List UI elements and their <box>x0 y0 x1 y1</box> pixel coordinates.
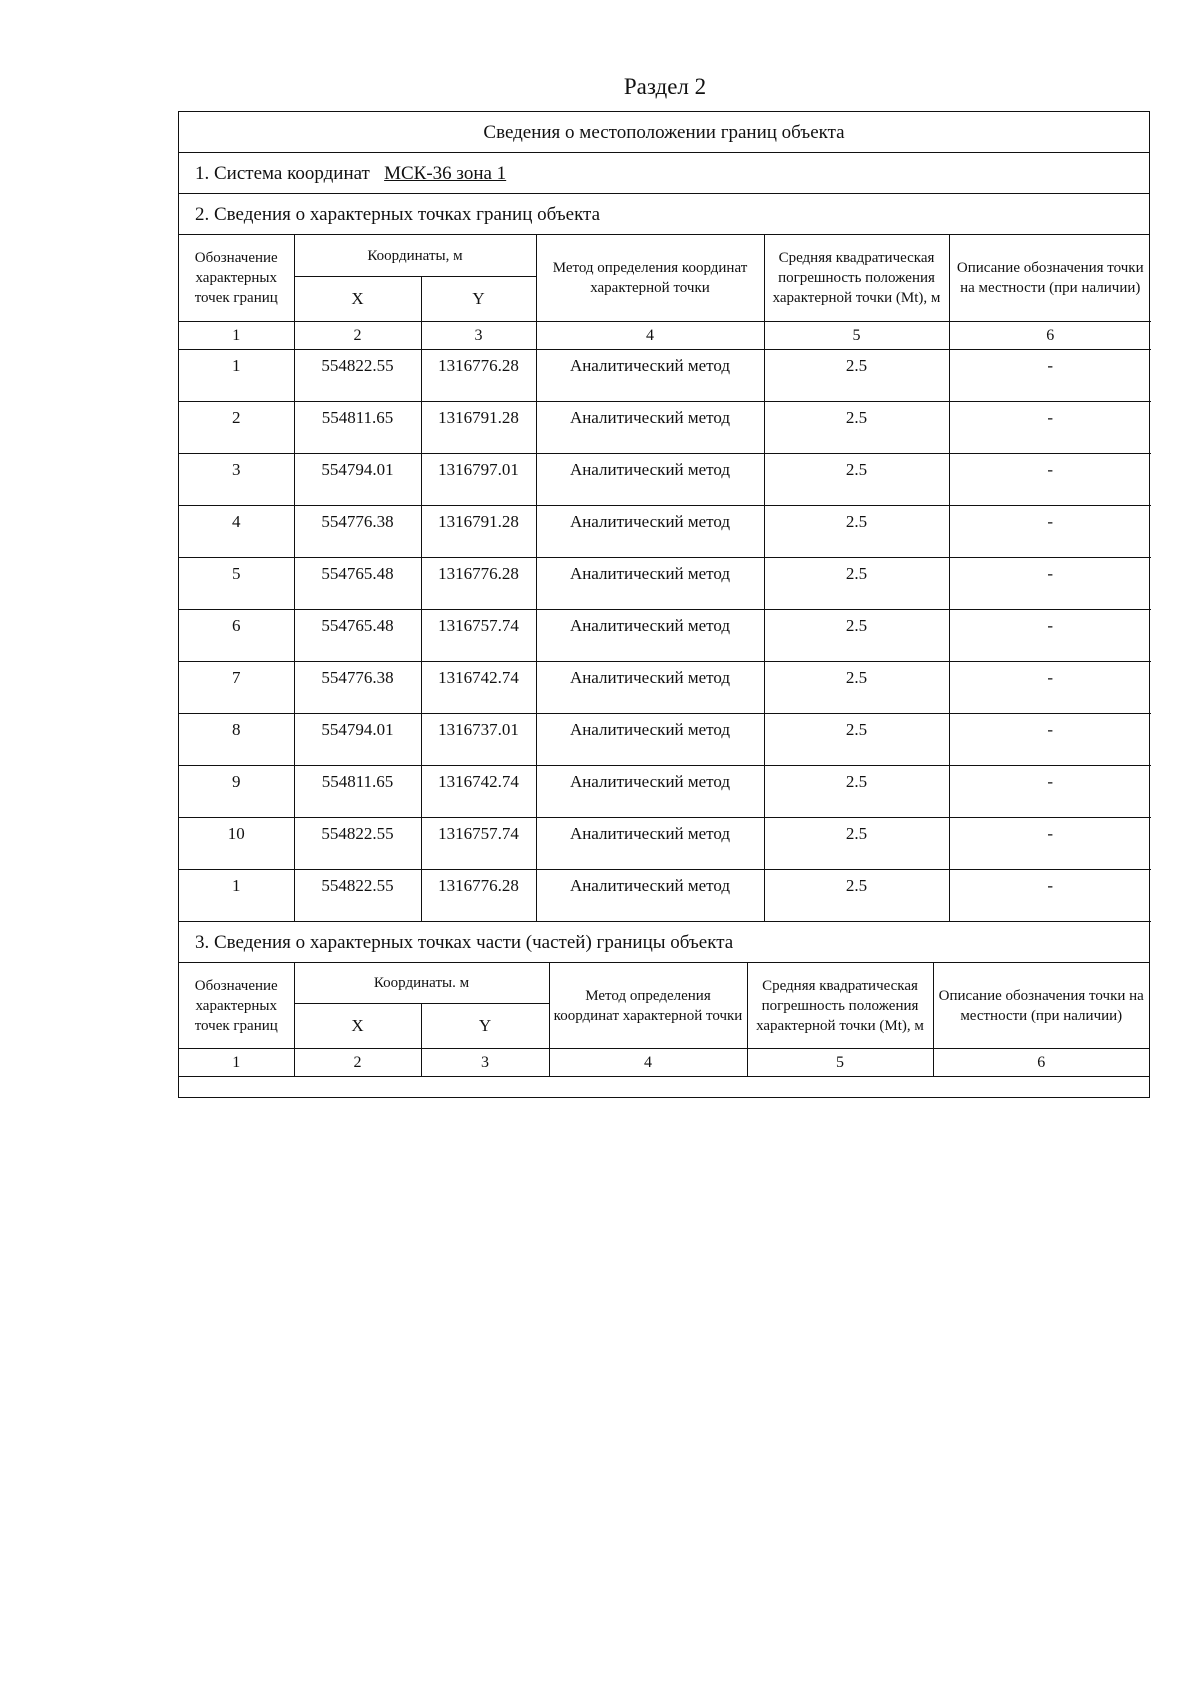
table-cell: 1316757.74 <box>421 610 536 662</box>
table-cell: 554822.55 <box>294 350 421 402</box>
table-row <box>179 714 1151 766</box>
table-row <box>179 454 1151 506</box>
table-cell: 1 <box>179 350 294 402</box>
s3-header-col1: Обозначение характерных точек границ <box>179 963 294 1049</box>
table-cell: 3 <box>179 454 294 506</box>
s2-header-x: X <box>294 277 421 322</box>
section2-header-row <box>179 235 1151 277</box>
s3-colnum-row <box>179 1049 1149 1077</box>
table-row <box>179 766 1151 818</box>
s2-colnum: 4 <box>536 322 764 350</box>
s2-header-col5: Средняя квадратическая погрешность положения характерной точки (Mt), м <box>764 235 949 322</box>
table-cell: Аналитический метод <box>536 558 764 610</box>
table-cell: 2.5 <box>764 454 949 506</box>
document-frame <box>178 111 1150 1098</box>
s2-header-y: Y <box>421 277 536 322</box>
coord-system-value: МСК-36 зона 1 <box>384 163 507 184</box>
s3-header-col4: Метод определения координат характерной точки <box>549 963 747 1049</box>
table-cell: 1316737.01 <box>421 714 536 766</box>
table-cell: 1 <box>179 870 294 922</box>
table-cell: 2.5 <box>764 662 949 714</box>
s3-header-x: X <box>294 1004 421 1049</box>
table-cell: 4 <box>179 506 294 558</box>
table-cell: Аналитический метод <box>536 506 764 558</box>
s3-header-y: Y <box>421 1004 549 1049</box>
table-cell: 1316776.28 <box>421 870 536 922</box>
s2-colnum: 6 <box>949 322 1151 350</box>
table-cell: 9 <box>179 766 294 818</box>
section2-table <box>179 235 1151 922</box>
table-cell: 554765.48 <box>294 610 421 662</box>
table-cell: 10 <box>179 818 294 870</box>
table-cell: - <box>949 350 1151 402</box>
table-row <box>179 818 1151 870</box>
table-row <box>179 558 1151 610</box>
table-cell: Аналитический метод <box>536 662 764 714</box>
s3-colnum: 2 <box>294 1049 421 1077</box>
table-cell: Аналитический метод <box>536 870 764 922</box>
s3-colnum: 1 <box>179 1049 294 1077</box>
table-cell: 2.5 <box>764 506 949 558</box>
table-row <box>179 350 1151 402</box>
table-cell: Аналитический метод <box>536 818 764 870</box>
s3-header-coords: Координаты. м <box>294 963 549 1004</box>
table-cell: 1316776.28 <box>421 350 536 402</box>
table-cell: 1316791.28 <box>421 506 536 558</box>
table-cell: 8 <box>179 714 294 766</box>
coord-system-row <box>179 153 1149 194</box>
table-cell: 1316757.74 <box>421 818 536 870</box>
table-cell: 2 <box>179 402 294 454</box>
table-row <box>179 610 1151 662</box>
table-cell: 554776.38 <box>294 662 421 714</box>
table-cell: Аналитический метод <box>536 454 764 506</box>
table-cell: Аналитический метод <box>536 350 764 402</box>
section3-title: 3. Сведения о характерных точках части (частей) границы объекта <box>179 922 1149 963</box>
section2-data-rows <box>179 350 1151 922</box>
table-cell: 554794.01 <box>294 714 421 766</box>
table-cell: 2.5 <box>764 558 949 610</box>
s2-header-coords: Координаты, м <box>294 235 536 277</box>
page-title: Раздел 2 <box>623 74 707 99</box>
main-header: Сведения о местоположении границ объекта <box>179 112 1149 153</box>
table-cell: Аналитический метод <box>536 402 764 454</box>
table-cell: - <box>949 558 1151 610</box>
table-cell: 554765.48 <box>294 558 421 610</box>
s3-empty-row <box>179 1077 1149 1098</box>
table-cell: 554794.01 <box>294 454 421 506</box>
table-cell: 1316776.28 <box>421 558 536 610</box>
s3-header-col5: Средняя квадратическая погрешность положения характерной точки (Mt), м <box>747 963 933 1049</box>
section2-title: 2. Сведения о характерных точках границ объекта <box>179 194 1149 235</box>
table-cell: 2.5 <box>764 350 949 402</box>
table-cell: - <box>949 870 1151 922</box>
table-cell: - <box>949 610 1151 662</box>
table-cell: 1316797.01 <box>421 454 536 506</box>
s2-header-col6: Описание обозначения точки на местности (при наличии) <box>949 235 1151 322</box>
table-cell: 2.5 <box>764 818 949 870</box>
table-cell: 554776.38 <box>294 506 421 558</box>
table-cell: 6 <box>179 610 294 662</box>
s2-colnum: 5 <box>764 322 949 350</box>
table-cell: 2.5 <box>764 714 949 766</box>
section3-table <box>179 963 1149 1097</box>
coord-system-label: 1. Система координат <box>195 163 370 184</box>
table-row <box>179 402 1151 454</box>
section3-header-row <box>179 963 1149 1004</box>
table-cell: 1316742.74 <box>421 766 536 818</box>
table-cell: 5 <box>179 558 294 610</box>
table-cell: 554822.55 <box>294 870 421 922</box>
table-cell: 554811.65 <box>294 402 421 454</box>
s3-header-col6: Описание обозначения точки на местности (при наличии) <box>933 963 1149 1049</box>
table-cell: 7 <box>179 662 294 714</box>
table-cell: Аналитический метод <box>536 610 764 662</box>
table-cell: 2.5 <box>764 766 949 818</box>
s2-header-col1: Обозначение характерных точек границ <box>179 235 294 322</box>
table-cell: Аналитический метод <box>536 714 764 766</box>
s3-empty-cell <box>179 1077 1149 1098</box>
table-cell: - <box>949 766 1151 818</box>
s3-colnum: 4 <box>549 1049 747 1077</box>
table-row <box>179 662 1151 714</box>
table-cell: 554822.55 <box>294 818 421 870</box>
table-cell: 2.5 <box>764 402 949 454</box>
table-row <box>179 870 1151 922</box>
s3-colnum: 5 <box>747 1049 933 1077</box>
table-row <box>179 506 1151 558</box>
s2-colnum: 1 <box>179 322 294 350</box>
table-cell: - <box>949 454 1151 506</box>
table-cell: - <box>949 818 1151 870</box>
table-cell: - <box>949 714 1151 766</box>
table-cell: Аналитический метод <box>536 766 764 818</box>
table-cell: 2.5 <box>764 610 949 662</box>
table-cell: 554811.65 <box>294 766 421 818</box>
s2-colnum: 3 <box>421 322 536 350</box>
s2-colnum-row <box>179 322 1151 350</box>
table-cell: - <box>949 662 1151 714</box>
table-cell: - <box>949 506 1151 558</box>
table-cell: 2.5 <box>764 870 949 922</box>
table-cell: 1316791.28 <box>421 402 536 454</box>
table-cell: 1316742.74 <box>421 662 536 714</box>
s3-colnum: 6 <box>933 1049 1149 1077</box>
s3-colnum: 3 <box>421 1049 549 1077</box>
s2-colnum: 2 <box>294 322 421 350</box>
table-cell: - <box>949 402 1151 454</box>
s2-header-col4: Метод определения координат характерной точки <box>536 235 764 322</box>
